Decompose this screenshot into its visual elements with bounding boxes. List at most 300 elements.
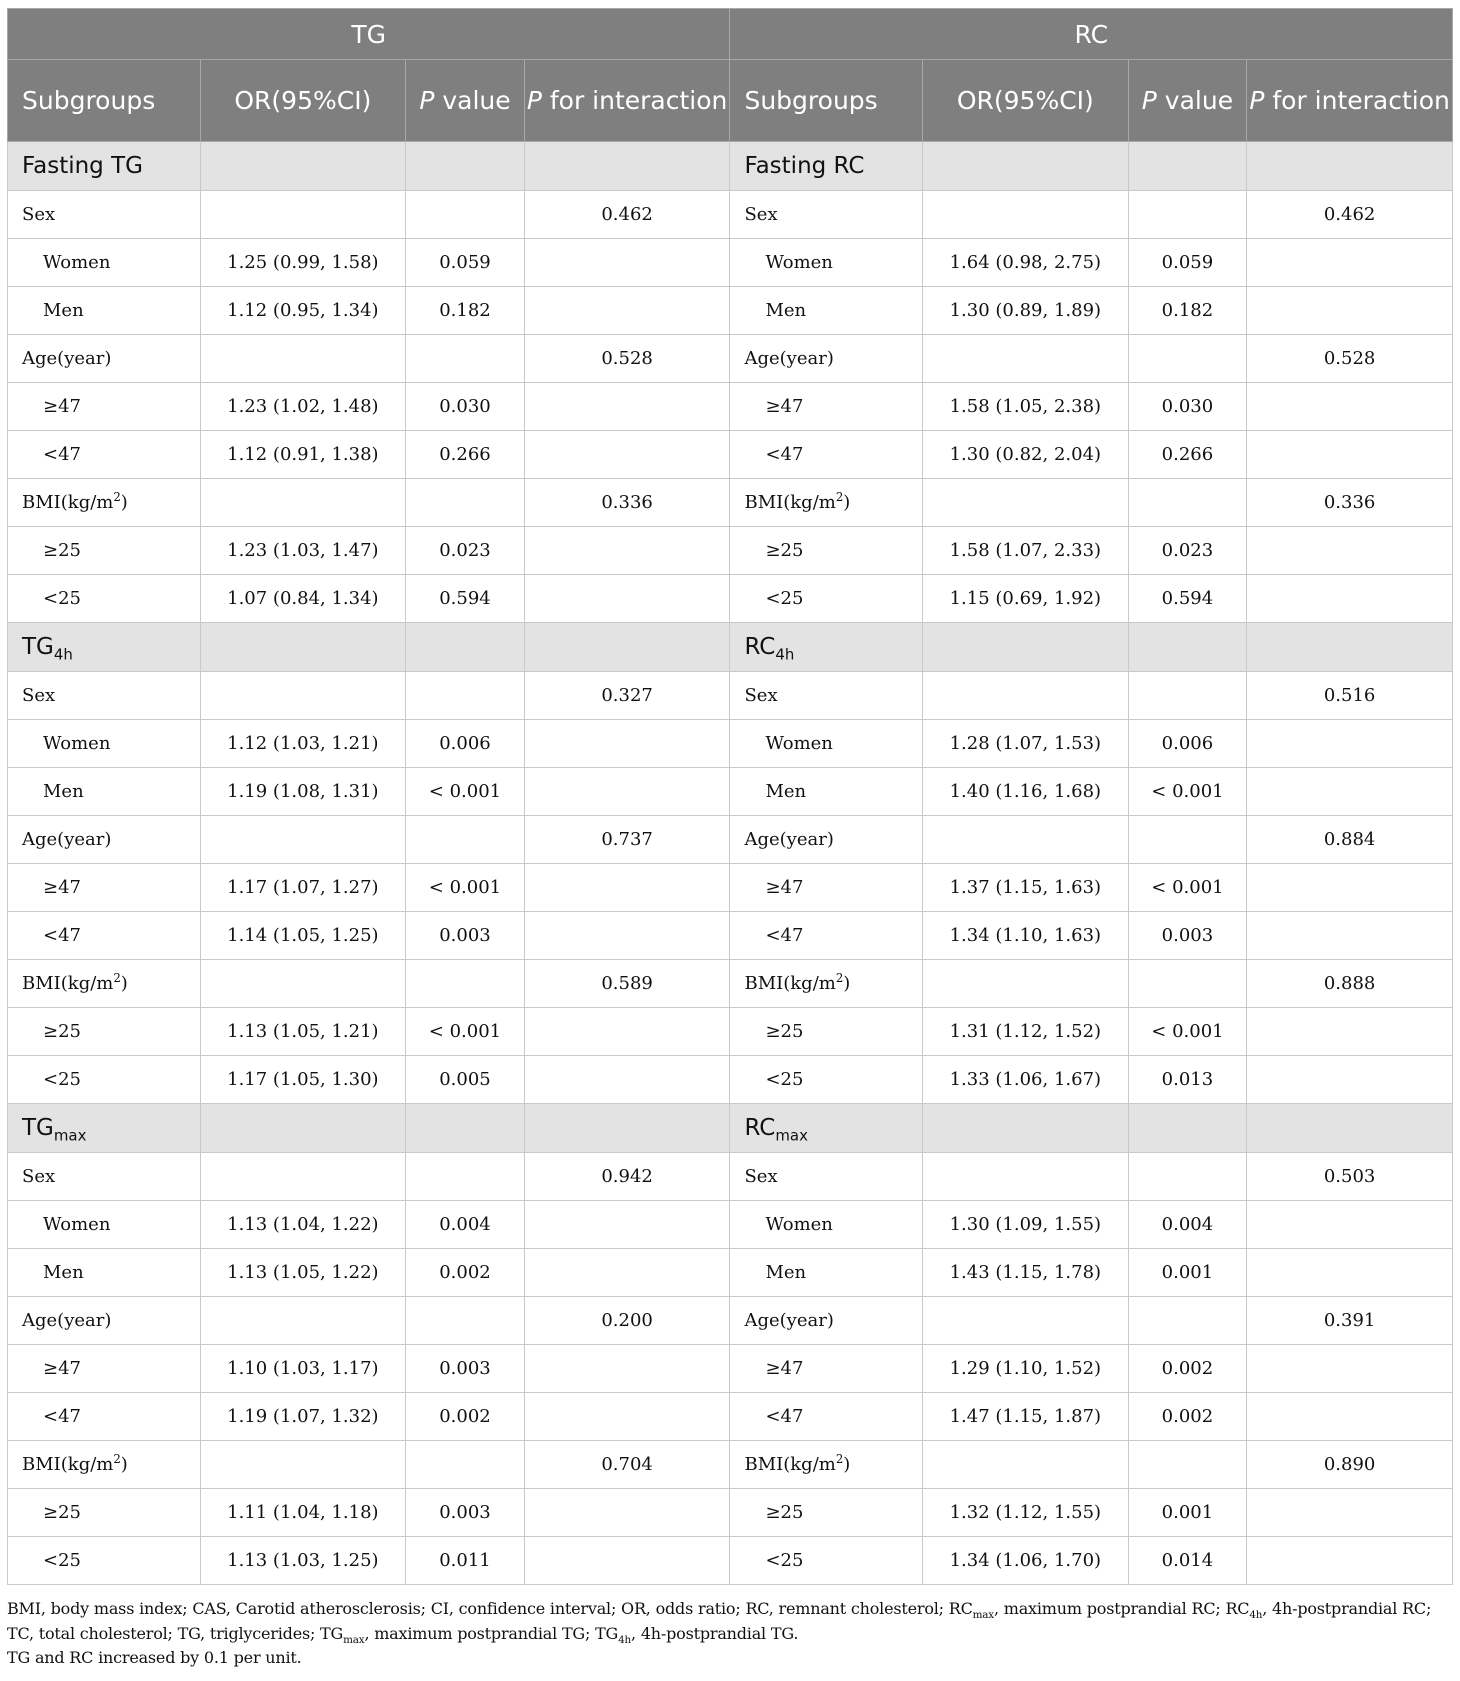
subgroup-label: ≥47 [8,864,201,912]
table-row [8,287,1453,335]
subgroup-label: Women [730,239,923,287]
p-interaction-text: for interaction [541,86,728,115]
tg-odds-ratio: 1.13 (1.05, 1.22) [200,1249,406,1297]
section-name: Fasting TG [22,153,143,179]
empty-cell [524,1489,730,1537]
empty-cell [1247,864,1453,912]
empty-cell [1247,1249,1453,1297]
rc-odds-ratio: 1.34 (1.06, 1.70) [922,1537,1128,1585]
empty-cell [406,1104,525,1153]
rc-section-label [730,1104,923,1153]
subgroup-label: Women [8,1201,201,1249]
section-header-row [8,623,1453,672]
footnote-text: , maximum postprandial TG; TG [364,1623,619,1643]
empty-cell [1247,142,1453,191]
rc-p-value: 0.030 [1128,383,1247,431]
tg-p-value: < 0.001 [406,864,525,912]
tg-p-interaction-header [524,60,730,142]
tg-odds-ratio: 1.17 (1.05, 1.30) [200,1056,406,1104]
subgroup-label: <47 [730,431,923,479]
rc-p-value: 0.003 [1128,912,1247,960]
empty-cell [524,1537,730,1585]
group-row [8,960,1453,1008]
empty-cell [406,672,525,720]
group-label [8,1441,201,1489]
subgroup-label: ≥47 [8,383,201,431]
subgroup-label: Women [8,239,201,287]
subgroup-label: <25 [8,1537,201,1585]
table-row [8,1345,1453,1393]
empty-cell [1247,1393,1453,1441]
rc-p-interaction: 0.503 [1247,1153,1453,1201]
rc-odds-ratio: 1.31 (1.12, 1.52) [922,1008,1128,1056]
section-name: TG [22,1115,54,1141]
subgroup-label: <25 [8,1056,201,1104]
empty-cell [524,431,730,479]
rc-odds-ratio: 1.32 (1.12, 1.55) [922,1489,1128,1537]
table-row [8,575,1453,623]
empty-cell [406,335,525,383]
p-italic: P [526,86,542,115]
tg-p-value: 0.002 [406,1393,525,1441]
empty-cell [200,1297,406,1345]
empty-cell [1128,1297,1247,1345]
tg-odds-ratio: 1.19 (1.07, 1.32) [200,1393,406,1441]
table-container [7,8,1453,1585]
rc-p-interaction: 0.890 [1247,1441,1453,1489]
table-row [8,1537,1453,1585]
empty-cell [524,720,730,768]
rc-p-interaction: 0.516 [1247,672,1453,720]
superscript: 2 [113,490,121,504]
empty-cell [1247,1104,1453,1153]
rc-p-value: 0.002 [1128,1393,1247,1441]
group-name-end: ) [120,1454,128,1475]
group-label [8,479,201,527]
tg-section-label [8,142,201,191]
group-row [8,335,1453,383]
subgroup-label: ≥25 [8,527,201,575]
group-row [8,1441,1453,1489]
empty-cell [524,239,730,287]
empty-cell [200,672,406,720]
table-row [8,1201,1453,1249]
rc-odds-ratio: 1.47 (1.15, 1.87) [922,1393,1128,1441]
empty-cell [524,1345,730,1393]
group-row [8,191,1453,239]
column-header-row [8,60,1453,142]
rc-p-value: < 0.001 [1128,1008,1247,1056]
footnote-subscript: 4h [1249,1609,1263,1622]
tg-p-value: 0.005 [406,1056,525,1104]
rc-odds-ratio: 1.43 (1.15, 1.78) [922,1249,1128,1297]
empty-cell [524,623,730,672]
group-name-end: ) [120,973,128,994]
tg-odds-ratio: 1.10 (1.03, 1.17) [200,1345,406,1393]
rc-odds-ratio: 1.15 (0.69, 1.92) [922,575,1128,623]
rc-subgroups-header: Subgroups [730,60,923,142]
table-body [8,142,1453,1585]
section-name: TG [22,634,54,660]
table-row [8,239,1453,287]
empty-cell [524,1249,730,1297]
table-row [8,1008,1453,1056]
empty-cell [922,335,1128,383]
tg-p-value: 0.182 [406,287,525,335]
empty-cell [406,142,525,191]
tg-p-interaction: 0.589 [524,960,730,1008]
empty-cell [922,1441,1128,1489]
subgroup-label: Women [730,720,923,768]
p-value-text: value [434,86,511,115]
p-interaction-text: for interaction [1264,86,1450,115]
subgroup-label: <25 [730,575,923,623]
subgroup-label: <47 [8,912,201,960]
tg-p-interaction: 0.327 [524,672,730,720]
empty-cell [524,1393,730,1441]
tg-p-value: 0.266 [406,431,525,479]
rc-odds-ratio: 1.30 (1.09, 1.55) [922,1201,1128,1249]
empty-cell [1128,1153,1247,1201]
rc-p-value: 0.001 [1128,1249,1247,1297]
rc-p-value: 0.002 [1128,1345,1247,1393]
tg-p-value: 0.006 [406,720,525,768]
rc-p-value: 0.023 [1128,527,1247,575]
p-italic: P [419,86,435,115]
group-label [8,1297,201,1345]
section-name: RC [744,1115,776,1141]
p-value-text: value [1156,86,1234,115]
empty-cell [406,816,525,864]
tg-group-header: TG [8,9,730,60]
empty-cell [524,527,730,575]
group-label [730,479,923,527]
tg-odds-ratio: 1.12 (0.91, 1.38) [200,431,406,479]
rc-p-value: 0.182 [1128,287,1247,335]
tg-odds-ratio: 1.14 (1.05, 1.25) [200,912,406,960]
tg-p-value: 0.003 [406,912,525,960]
tg-p-value: 0.003 [406,1345,525,1393]
group-label [730,1297,923,1345]
tg-p-interaction: 0.462 [524,191,730,239]
table-row [8,431,1453,479]
table-footnotes [7,1597,1455,1671]
group-label [8,191,201,239]
empty-cell [922,960,1128,1008]
table-row [8,1056,1453,1104]
empty-cell [922,672,1128,720]
empty-cell [1247,1201,1453,1249]
group-name: BMI(kg/m [22,1454,114,1475]
empty-cell [1247,239,1453,287]
empty-cell [1128,191,1247,239]
empty-cell [406,1297,525,1345]
subgroup-label: ≥25 [8,1489,201,1537]
rc-odds-ratio: 1.34 (1.10, 1.63) [922,912,1128,960]
group-name: Sex [744,204,778,225]
empty-cell [1247,1056,1453,1104]
tg-p-value: 0.004 [406,1201,525,1249]
group-name: BMI(kg/m [744,492,836,513]
rc-odds-ratio: 1.64 (0.98, 2.75) [922,239,1128,287]
group-label [730,816,923,864]
tg-p-value: < 0.001 [406,1008,525,1056]
table-row [8,383,1453,431]
group-name: BMI(kg/m [22,492,114,513]
empty-cell [1128,960,1247,1008]
section-subscript: max [53,1126,87,1145]
subgroup-label: ≥25 [730,1489,923,1537]
tg-subgroups-header: Subgroups [8,60,201,142]
empty-cell [922,1153,1128,1201]
rc-p-value: 0.004 [1128,1201,1247,1249]
subgroup-label: <25 [730,1056,923,1104]
empty-cell [1128,142,1247,191]
p-italic: P [1141,86,1157,115]
empty-cell [524,383,730,431]
group-label [8,816,201,864]
subgroup-label: ≥25 [730,1008,923,1056]
empty-cell [1128,816,1247,864]
empty-cell [1128,672,1247,720]
empty-cell [524,142,730,191]
group-name: Sex [22,685,56,706]
empty-cell [406,191,525,239]
empty-cell [1247,431,1453,479]
footnote-text: , 4h-postprandial TG. [631,1623,799,1643]
empty-cell [406,479,525,527]
empty-cell [1128,1441,1247,1489]
empty-cell [1128,1104,1247,1153]
group-name-end: ) [843,973,851,994]
group-label [8,672,201,720]
empty-cell [922,479,1128,527]
empty-cell [200,960,406,1008]
tg-p-value: < 0.001 [406,768,525,816]
rc-p-interaction: 0.336 [1247,479,1453,527]
subgroup-label: <25 [730,1537,923,1585]
empty-cell [1128,623,1247,672]
empty-cell [1247,912,1453,960]
empty-cell [200,479,406,527]
rc-p-value: 0.014 [1128,1537,1247,1585]
group-name: Age(year) [22,829,112,850]
group-label [8,1153,201,1201]
tg-p-value: 0.030 [406,383,525,431]
rc-section-label [730,623,923,672]
section-header-row [8,142,1453,191]
rc-odds-ratio: 1.58 (1.07, 2.33) [922,527,1128,575]
superscript: 2 [113,1452,121,1466]
section-name: RC [744,634,776,660]
rc-p-value: 0.059 [1128,239,1247,287]
empty-cell [1128,479,1247,527]
footnote-subscript: max [972,1609,994,1622]
group-label [730,335,923,383]
empty-cell [524,287,730,335]
rc-p-value: 0.594 [1128,575,1247,623]
subgroup-label: <47 [730,912,923,960]
abbreviations-note [7,1597,1455,1646]
tg-p-value: 0.594 [406,575,525,623]
tg-odds-ratio: 1.13 (1.05, 1.21) [200,1008,406,1056]
subgroup-label: ≥47 [730,864,923,912]
tg-odds-ratio: 1.11 (1.04, 1.18) [200,1489,406,1537]
empty-cell [524,1008,730,1056]
subgroup-label: Men [730,287,923,335]
footnote-text: , 4h-postprandial RC; TC, total cholesterol; TG, triglycerides; TG [7,1599,1432,1643]
subgroup-label: Men [8,287,201,335]
empty-cell [1128,335,1247,383]
group-name: Age(year) [22,1310,112,1331]
rc-odds-ratio: 1.40 (1.16, 1.68) [922,768,1128,816]
footnote-subscript: 4h [618,1633,632,1646]
subgroup-label: Women [730,1201,923,1249]
subgroup-label: ≥47 [730,1345,923,1393]
rc-group-header: RC [730,9,1453,60]
subgroup-label: ≥25 [8,1008,201,1056]
empty-cell [200,816,406,864]
superscript: 2 [835,490,844,504]
group-label [730,1153,923,1201]
tg-odds-ratio: 1.13 (1.04, 1.22) [200,1201,406,1249]
group-name: Age(year) [744,348,834,369]
group-row [8,816,1453,864]
tg-section-label [8,1104,201,1153]
table-row [8,1249,1453,1297]
group-name: Sex [22,204,56,225]
tg-p-value: 0.003 [406,1489,525,1537]
section-subscript: max [775,1126,808,1145]
empty-cell [200,335,406,383]
tg-p-interaction: 0.200 [524,1297,730,1345]
section-subscript: 4h [53,645,73,664]
group-label [8,960,201,1008]
table-row [8,1393,1453,1441]
tg-p-interaction: 0.704 [524,1441,730,1489]
empty-cell [406,1153,525,1201]
empty-cell [1247,575,1453,623]
rc-odds-ratio: 1.58 (1.05, 2.38) [922,383,1128,431]
rc-p-value-header [1128,60,1247,142]
rc-odds-ratio: 1.29 (1.10, 1.52) [922,1345,1128,1393]
group-label [730,672,923,720]
group-row [8,672,1453,720]
tg-odds-ratio: 1.19 (1.08, 1.31) [200,768,406,816]
tg-p-interaction: 0.336 [524,479,730,527]
section-name: Fasting RC [744,153,865,179]
rc-p-interaction: 0.462 [1247,191,1453,239]
group-name: Age(year) [744,1310,834,1331]
empty-cell [1247,768,1453,816]
subgroup-label: <25 [8,575,201,623]
tg-p-value: 0.059 [406,239,525,287]
empty-cell [1247,1489,1453,1537]
empty-cell [1247,527,1453,575]
tg-odds-ratio: 1.17 (1.07, 1.27) [200,864,406,912]
rc-p-interaction: 0.888 [1247,960,1453,1008]
empty-cell [922,623,1128,672]
group-row [8,479,1453,527]
subgroup-label: Men [730,1249,923,1297]
empty-cell [922,191,1128,239]
rc-or-header: OR(95%CI) [922,60,1128,142]
empty-cell [200,623,406,672]
p-italic: P [1249,86,1265,115]
rc-odds-ratio: 1.28 (1.07, 1.53) [922,720,1128,768]
empty-cell [200,191,406,239]
tg-or-header: OR(95%CI) [200,60,406,142]
empty-cell [200,1104,406,1153]
empty-cell [1247,1345,1453,1393]
group-name-end: ) [120,492,128,513]
rc-odds-ratio: 1.30 (0.89, 1.89) [922,287,1128,335]
tg-section-label [8,623,201,672]
tg-odds-ratio: 1.23 (1.02, 1.48) [200,383,406,431]
tg-odds-ratio: 1.25 (0.99, 1.58) [200,239,406,287]
rc-p-interaction: 0.884 [1247,816,1453,864]
empty-cell [524,1104,730,1153]
table-row [8,864,1453,912]
group-name: Sex [22,1166,56,1187]
empty-cell [200,1441,406,1489]
empty-cell [200,1153,406,1201]
empty-cell [1247,1537,1453,1585]
rc-p-value: 0.001 [1128,1489,1247,1537]
subgroup-label: ≥47 [8,1345,201,1393]
subgroup-label: <47 [8,431,201,479]
table-row [8,768,1453,816]
table-row [8,1489,1453,1537]
rc-odds-ratio: 1.37 (1.15, 1.63) [922,864,1128,912]
section-header-row [8,1104,1453,1153]
superscript: 2 [835,1452,844,1466]
subgroup-label: <47 [730,1393,923,1441]
rc-p-interaction: 0.528 [1247,335,1453,383]
table-row [8,912,1453,960]
rc-p-value: 0.266 [1128,431,1247,479]
group-name: BMI(kg/m [744,973,836,994]
superscript: 2 [113,971,121,985]
subgroup-label: ≥25 [730,527,923,575]
tg-odds-ratio: 1.12 (1.03, 1.21) [200,720,406,768]
footnote-subscript: max [343,1633,365,1646]
rc-odds-ratio: 1.30 (0.82, 2.04) [922,431,1128,479]
rc-section-label [730,142,923,191]
empty-cell [406,960,525,1008]
tg-p-interaction: 0.528 [524,335,730,383]
tg-p-value: 0.011 [406,1537,525,1585]
group-row [8,1153,1453,1201]
tg-odds-ratio: 1.12 (0.95, 1.34) [200,287,406,335]
empty-cell [406,623,525,672]
tg-odds-ratio: 1.07 (0.84, 1.34) [200,575,406,623]
group-label [730,960,923,1008]
subgroup-label: Men [8,1249,201,1297]
empty-cell [524,768,730,816]
rc-p-value: 0.013 [1128,1056,1247,1104]
table-row [8,720,1453,768]
rc-p-interaction: 0.391 [1247,1297,1453,1345]
rc-p-value: < 0.001 [1128,864,1247,912]
empty-cell [922,1297,1128,1345]
tg-p-value-header [406,60,525,142]
table-row [8,527,1453,575]
group-label [730,191,923,239]
tg-p-interaction: 0.942 [524,1153,730,1201]
empty-cell [922,142,1128,191]
subgroup-label: Women [8,720,201,768]
